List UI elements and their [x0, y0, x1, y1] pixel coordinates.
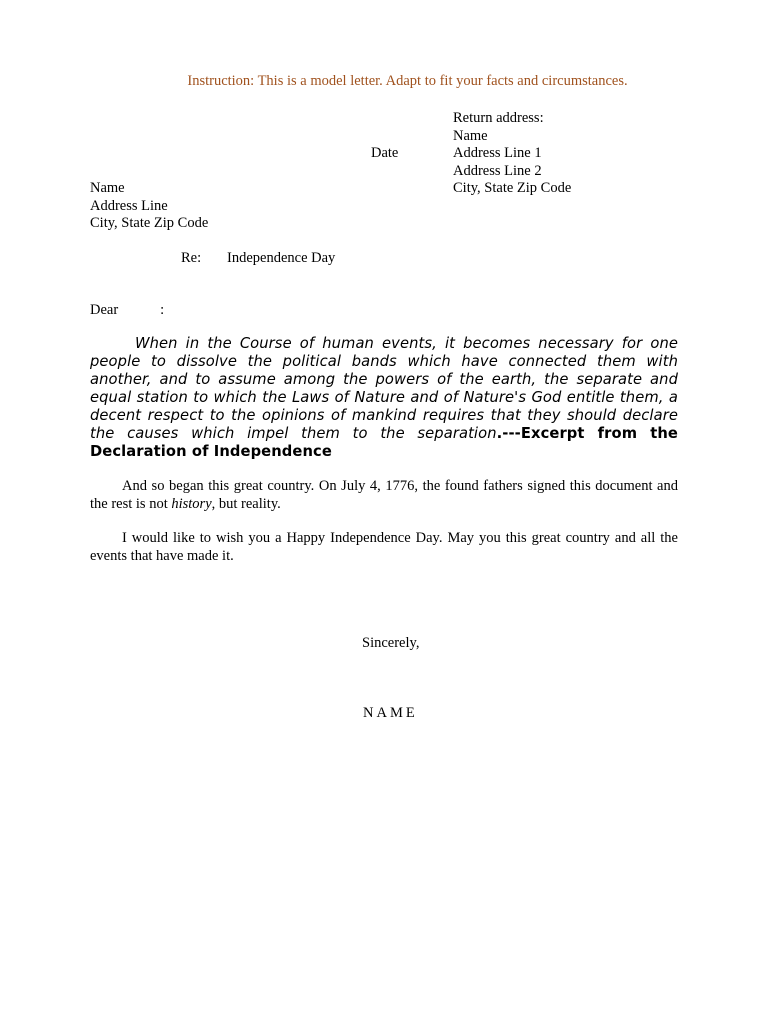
recipient-city: City, State Zip Code — [90, 215, 209, 231]
subject-label: Re: — [181, 250, 202, 266]
return-address-line-2: Address Line 2 — [453, 162, 542, 179]
body-paragraph-2: I would like to wish you a Happy Independence Day. May you this great country and all the events that have made it. — [90, 530, 678, 564]
return-address-block — [453, 110, 571, 198]
return-address-name: Name — [453, 127, 488, 144]
recipient-address-block — [90, 180, 208, 233]
salutation — [90, 302, 164, 320]
recipient-name: Name — [90, 180, 125, 196]
salutation-colon: : — [160, 302, 165, 318]
subject-text: Independence Day — [227, 250, 336, 266]
paragraph-1-text-end: , but reality. — [211, 495, 281, 512]
subject-line — [181, 250, 335, 268]
quote-text: When in the Course of human events, it becomes necessary for one people to dissolve the political bands which have connected them with another, and to assume among the powers of the earth, the separate and equal station to which the Laws of Nature and of Nature's God entitle them, a decent respect to the opinions of mankind requires that they should declare the causes which impel them to the separation — [90, 335, 678, 442]
date-label: Date — [371, 145, 399, 161]
recipient-address-line: Address Line — [90, 197, 168, 214]
declaration-quote — [90, 335, 678, 461]
body-paragraph-1 — [90, 478, 678, 513]
signature-name: NAME — [363, 705, 418, 721]
quote-attribution: .---Excerpt from the Declaration of Independence — [90, 425, 678, 460]
paragraph-1-text-start: And so began this great country. On July 4, 1776, the found fathers signed this document and the rest is not — [90, 478, 678, 512]
salutation-text: Dear — [90, 302, 119, 318]
closing: Sincerely, — [362, 635, 420, 651]
return-address-heading: Return address: — [453, 110, 544, 126]
instruction-note: Instruction: This is a model letter. Adapt to fit your facts and circumstances. — [187, 73, 628, 89]
return-address-city: City, State Zip Code — [453, 180, 572, 196]
return-address-line-1: Address Line 1 — [453, 145, 542, 161]
paragraph-1-italic-word: history — [171, 495, 212, 512]
